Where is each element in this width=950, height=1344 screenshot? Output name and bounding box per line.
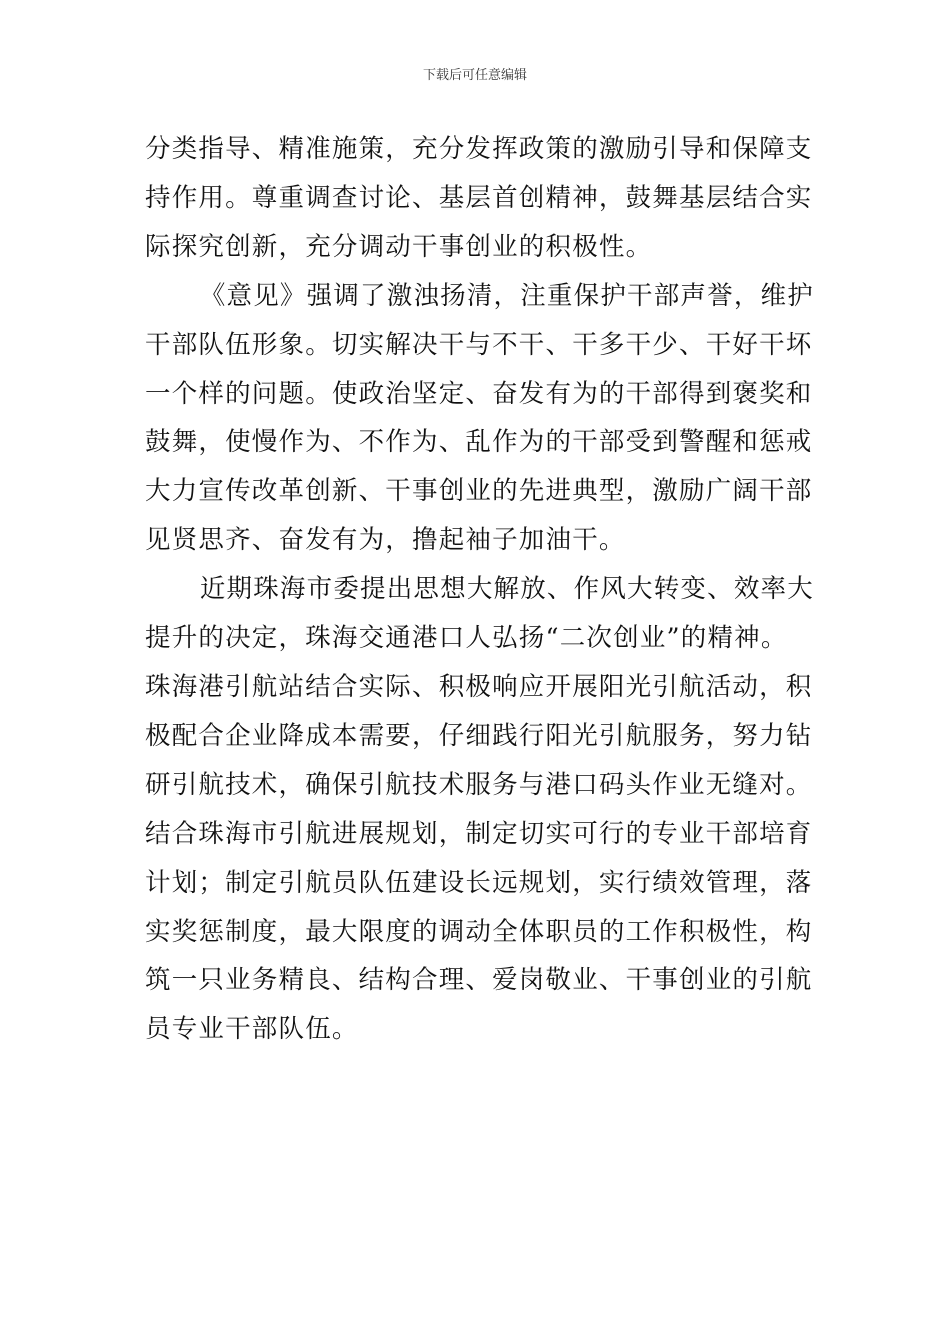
text-line: 结合珠海市引航进展规划，制定切实可行的专业干部培育 — [145, 818, 813, 849]
document-body — [145, 125, 814, 1054]
text-line: 《意见》强调了激浊扬清，注重保护干部声誉，维护 — [199, 280, 814, 311]
text-line: 实奖惩制度，最大限度的调动全体职员的工作积极性，构 — [145, 916, 813, 947]
paragraph-zhuhai — [145, 565, 814, 1054]
text-line: 大力宣传改革创新、干事创业的先进典型，激励广阔干部 — [145, 476, 813, 507]
text-line: 持作用。尊重调查讨论、基层首创精神，鼓舞基层结合实 — [145, 182, 813, 213]
paragraph-opinion — [145, 272, 814, 565]
paragraph-continuation — [145, 125, 813, 272]
text-line: 分类指导、精准施策，充分发挥政策的激励引导和保障支 — [145, 134, 813, 164]
text-line: 近期珠海市委提出思想大解放、作风大转变、效率大 — [199, 574, 814, 605]
text-line: 提升的决定，珠海交通港口人弘扬“二次创业”的精神。 — [145, 623, 788, 654]
text-line: 计划；制定引航员队伍建设长远规划，实行绩效管理，落 — [145, 867, 813, 898]
text-line: 员专业干部队伍。 — [145, 1014, 359, 1045]
text-line: 鼓舞，使慢作为、不作为、乱作为的干部受到警醒和惩戒 — [145, 427, 813, 458]
text-line: 筑一只业务精良、结构合理、爱岗敬业、干事创业的引航 — [145, 965, 813, 996]
text-line: 干部队伍形象。切实解决干与不干、干多干少、干好干坏 — [145, 329, 813, 360]
text-line: 际探究创新，充分调动干事创业的积极性。 — [145, 231, 653, 262]
page-header: 下载后可任意编辑 — [422, 68, 527, 83]
text-line: 研引航技术，确保引航技术服务与港口码头作业无缝对。 — [145, 769, 813, 800]
text-line: 一个样的问题。使政治坚定、奋发有为的干部得到褒奖和 — [145, 378, 813, 409]
text-line: 极配合企业降成本需要，仔细践行阳光引航服务，努力钻 — [145, 720, 813, 751]
text-line: 珠海港引航站结合实际、积极响应开展阳光引航活动，积 — [145, 671, 813, 702]
text-line: 见贤思齐、奋发有为，撸起袖子加油干。 — [145, 525, 626, 556]
